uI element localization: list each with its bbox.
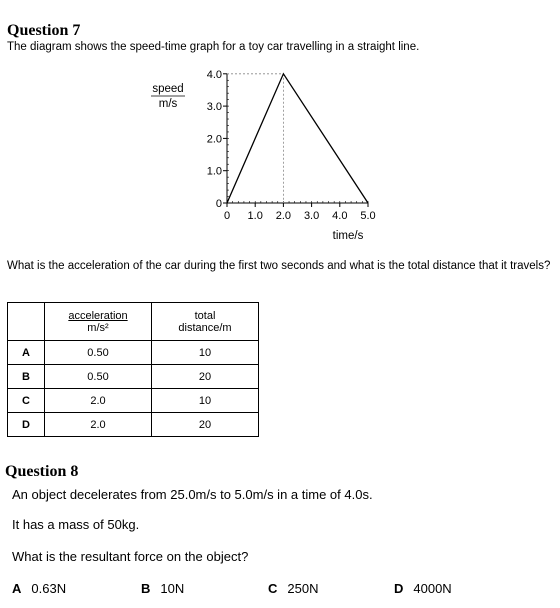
table-row	[8, 413, 259, 437]
row-distance: 10	[152, 389, 259, 413]
question-7-title: Question 7	[7, 22, 81, 39]
y-tick-label: 1.0	[206, 165, 222, 178]
table-row	[8, 341, 259, 365]
y-tick-label: 3.0	[206, 101, 222, 114]
row-acceleration: 2.0	[45, 413, 152, 437]
x-tick-label: 3.0	[303, 210, 320, 222]
row-label: A	[8, 341, 45, 365]
row-label: D	[8, 413, 45, 437]
question-8-line2: It has a mass of 50kg.	[12, 517, 140, 532]
speed-time-graph	[0, 0, 560, 250]
x-tick-label: 5.0	[360, 210, 376, 222]
acceleration-header-label: acceleration	[68, 309, 128, 322]
table-row	[8, 365, 259, 389]
option-label: A	[12, 581, 22, 596]
x-tick-label: 0	[223, 210, 231, 222]
row-distance: 20	[152, 413, 259, 437]
option-text: 10N	[160, 581, 185, 596]
row-acceleration: 0.50	[45, 365, 152, 389]
option-label: B	[141, 581, 151, 596]
option-d[interactable]	[394, 581, 452, 596]
row-distance: 10	[152, 341, 259, 365]
option-text: 0.63N	[31, 581, 67, 596]
x-tick-label: 2.0	[275, 210, 292, 222]
y-tick-label: 2.0	[206, 133, 222, 146]
distance-header	[152, 303, 259, 341]
question-7-text: What is the acceleration of the car during the first two seconds and what is the total distance that it travels?	[7, 260, 551, 272]
y-tick-label: 0	[215, 198, 222, 210]
option-c[interactable]	[268, 581, 318, 596]
y-axis-unit: m/s	[158, 98, 178, 110]
speed-series-line	[227, 74, 368, 203]
option-label: C	[268, 581, 278, 596]
row-label: B	[8, 365, 45, 389]
option-a[interactable]	[12, 581, 66, 596]
y-tick-label: 4.0	[206, 68, 222, 81]
y-axis-label: speed	[152, 83, 184, 95]
option-text: 250N	[287, 581, 319, 596]
x-tick-label: 1.0	[247, 210, 263, 222]
row-acceleration: 0.50	[45, 341, 152, 365]
question-8-line1: An object decelerates from 25.0m/s to 5.0m/s in a time of 4.0s.	[12, 487, 373, 502]
question-8-title: Question 8	[5, 463, 79, 480]
answer-table	[7, 302, 259, 437]
distance-header-unit: distance/m	[178, 321, 232, 334]
table-header-row	[8, 303, 259, 341]
table-header-blank	[8, 303, 45, 341]
acceleration-header	[45, 303, 152, 341]
row-acceleration: 2.0	[45, 389, 152, 413]
row-distance: 20	[152, 365, 259, 389]
acceleration-header-unit: m/s²	[87, 321, 109, 334]
distance-header-label: total	[194, 309, 216, 322]
option-text: 4000N	[413, 581, 452, 596]
table-row	[8, 389, 259, 413]
x-tick-label: 4.0	[332, 210, 348, 222]
option-label: D	[394, 581, 404, 596]
question-7-intro: The diagram shows the speed-time graph for a toy car travelling in a straight line.	[7, 41, 420, 53]
x-axis-label: time/s	[332, 230, 364, 242]
option-b[interactable]	[141, 581, 184, 596]
question-8-line3: What is the resultant force on the object?	[12, 549, 249, 564]
row-label: C	[8, 389, 45, 413]
